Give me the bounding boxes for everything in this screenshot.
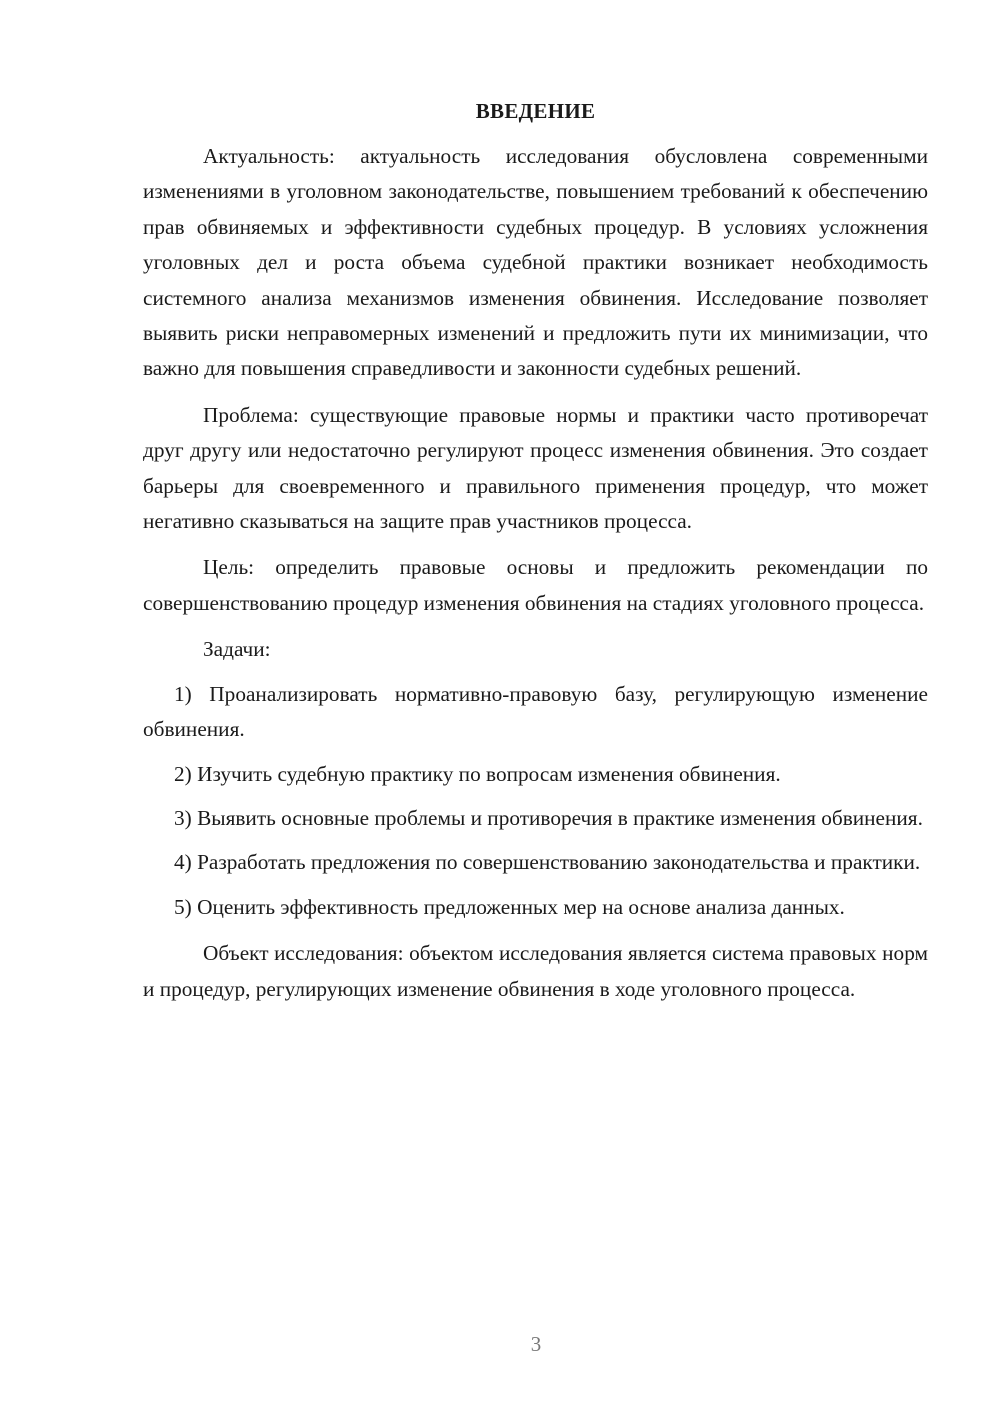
- document-page: [143, 96, 928, 1007]
- task-item-3: 3) Выявить основные проблемы и противоречия в практике изменения обвинения.: [174, 805, 923, 830]
- paragraph-relevance: Актуальность: актуальность исследования обусловлена современными изменениями в уголовном законодательстве, повышением требований к обеспечению прав обвиняемых и эффективности судебных процедур. В условиях усложнения уголовных дел и роста объема судебной практики возникает необходимость системного анализа механизмов изменения обвинения. Исследование позволяет выявить риски неправомерных изменений и предложить пути их минимизации, что важно для повышения справедливости и законности судебных решений.: [143, 144, 928, 381]
- task-item-5: 5) Оценить эффективность предложенных мер на основе анализа данных.: [174, 894, 845, 919]
- section-title: ВВЕДЕНИЕ: [475, 99, 596, 123]
- paragraph-problem: Проблема: существующие правовые нормы и практики часто противоречат друг другу или недостаточно регулируют процесс изменения обвинения. Это создает барьеры для своевременного и правильного применения процедур, что может негативно сказываться на защите прав участников процесса.: [143, 402, 928, 534]
- task-item-2: 2) Изучить судебную практику по вопросам изменения обвинения.: [174, 761, 781, 786]
- tasks-heading: Задачи:: [203, 637, 271, 662]
- task-item-4: 4) Разработать предложения по совершенствованию законодательства и практики.: [174, 850, 921, 875]
- paragraph-object: Объект исследования: объектом исследования является система правовых норм и процедур, регулирующих изменение обвинения в ходе уголовного процесса.: [143, 941, 928, 1001]
- task-item-1: 1) Проанализировать нормативно-правовую базу, регулирующую изменение обвинения.: [143, 681, 928, 742]
- page-number: 3: [530, 1332, 542, 1356]
- paragraph-goal: Цель: определить правовые основы и предложить рекомендации по совершенствованию процедур изменения обвинения на стадиях уголовного процесса.: [143, 555, 928, 615]
